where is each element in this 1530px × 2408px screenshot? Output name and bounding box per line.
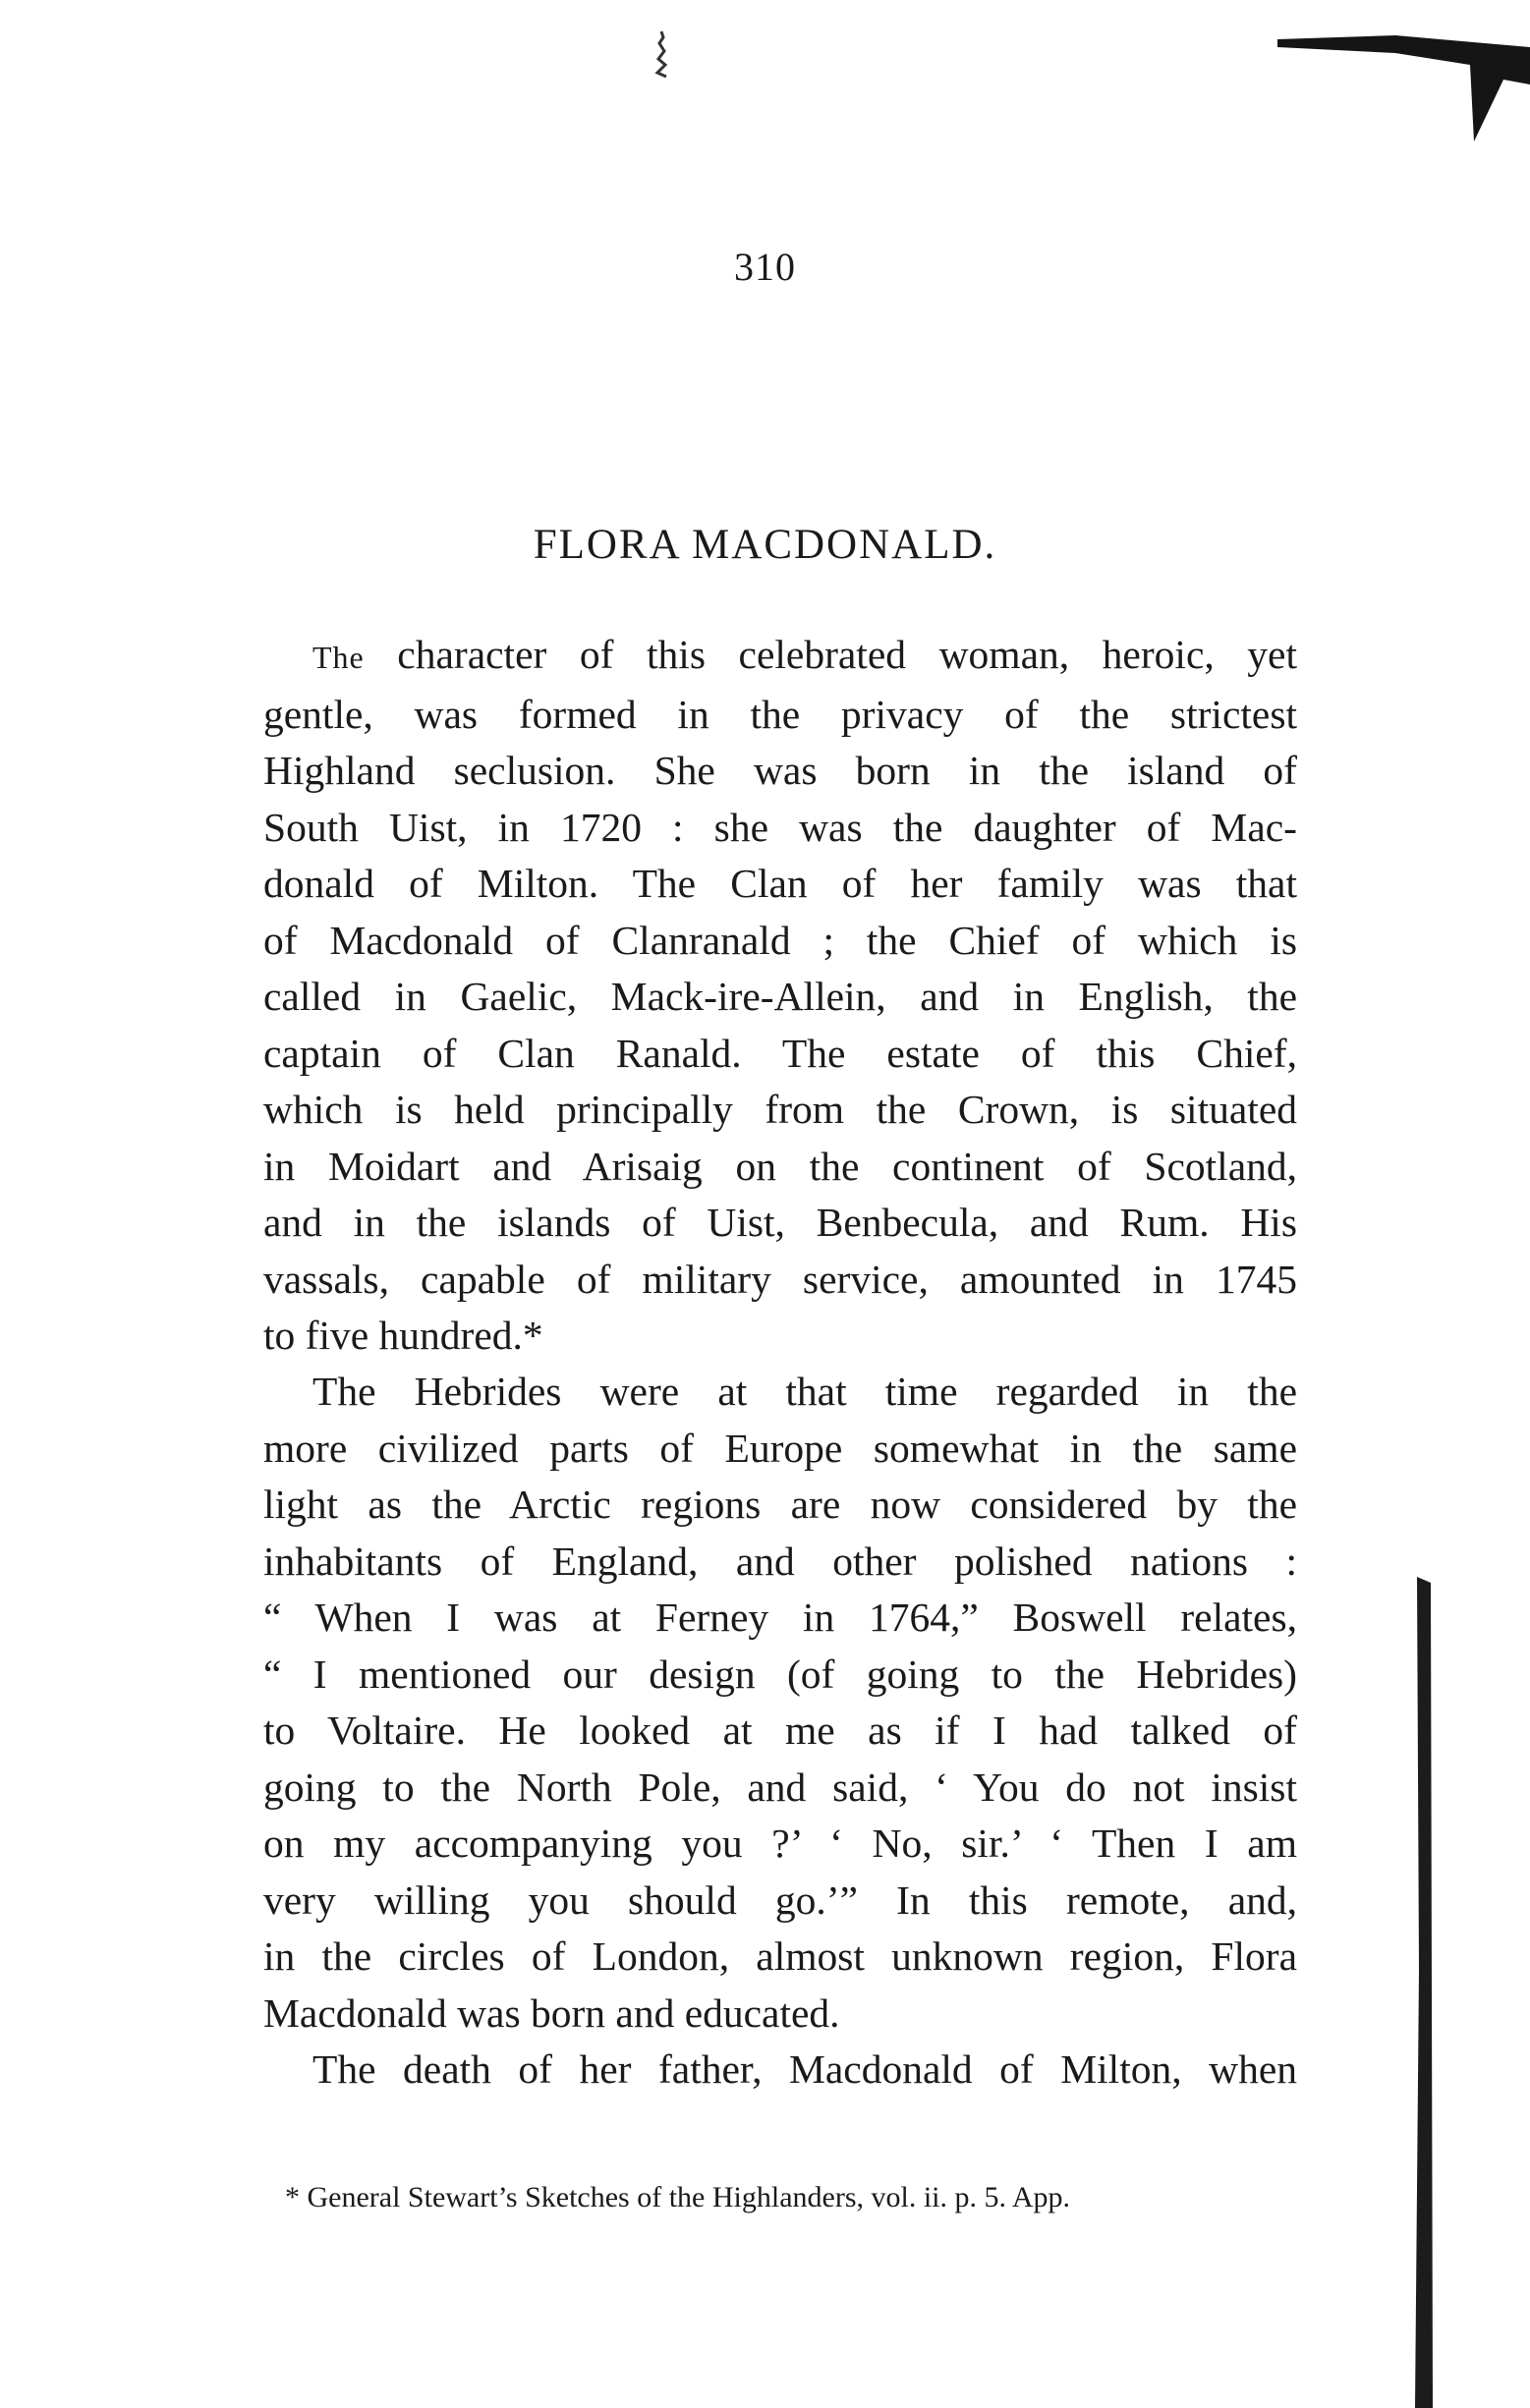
text-line: more civilized parts of Europe somewhat in the same [263,1425,1297,1471]
text-line: Macdonald was born and educated. [263,1989,840,2036]
text-line: to five hundred.* [263,1313,543,1358]
text-line: and in the islands of Uist, Benbecula, and Rum. His [263,1200,1297,1245]
text-line: gentle, was formed in the privacy of the strictest [263,691,1297,737]
text-line: light as the Arctic regions are now considered by the [263,1482,1297,1527]
text-line: in the circles of London, almost unknown region, Flora [263,1933,1297,1979]
text-line: in Moidart and Arisaig on the continent of Scotland, [263,1143,1297,1189]
footnote: * General Stewart’s Sketches of the Highlanders, vol. ii. p. 5. App. [285,2181,1071,2213]
text-line: captain of Clan Ranald. The estate of this Chief, [263,1030,1297,1076]
text-line: vassals, capable of military service, amounted in 1745 [263,1256,1297,1302]
text-line: The Hebrides were at that time regarded in the [312,1369,1297,1414]
text-line: “ When I was at Ferney in 1764,” Boswell relates, [263,1595,1297,1640]
small-caps-opening-word: The [312,640,365,675]
text-line: called in Gaelic, Mack-ire-Allein, and in English, the [263,974,1297,1019]
text-line: very willing you should go.’” In this remote, and, [263,1876,1297,1923]
paragraph-3 [263,2042,1297,2099]
text-line: The character of this celebrated woman, heroic, yet [312,632,1297,677]
page-edge-shadow [1413,1577,1435,2408]
page-corner-shadow [1277,26,1530,143]
paragraph-2 [263,1364,1297,2042]
text-line: Highland seclusion. She was born in the island of [263,748,1297,793]
text-line: The death of her father, Macdonald of Milton, when [312,2046,1297,2092]
text-line: inhabitants of England, and other polished nations : [263,1538,1297,1584]
text-line: donald of Milton. The Clan of her family was that [263,861,1297,906]
text-line: on my accompanying you ?’ ‘ No, sir.’ ‘ Then I am [263,1820,1297,1866]
paragraph-1 [263,627,1297,1365]
text-line: “ I mentioned our design (of going to the Hebrides) [263,1651,1297,1697]
page-number: 310 [734,245,796,289]
text-line: of Macdonald of Clanranald ; the Chief of which is [263,917,1297,963]
text-line: which is held principally from the Crown, is situated [263,1087,1297,1132]
text-line: South Uist, in 1720 : she was the daughter of Mac- [263,804,1297,850]
ink-smudge-mark [654,29,668,81]
chapter-title: FLORA MACDONALD. [533,522,997,568]
text-line: going to the North Pole, and said, ‘ You do not insist [263,1764,1297,1810]
text-line: to Voltaire. He looked at me as if I had talked of [263,1708,1297,1753]
